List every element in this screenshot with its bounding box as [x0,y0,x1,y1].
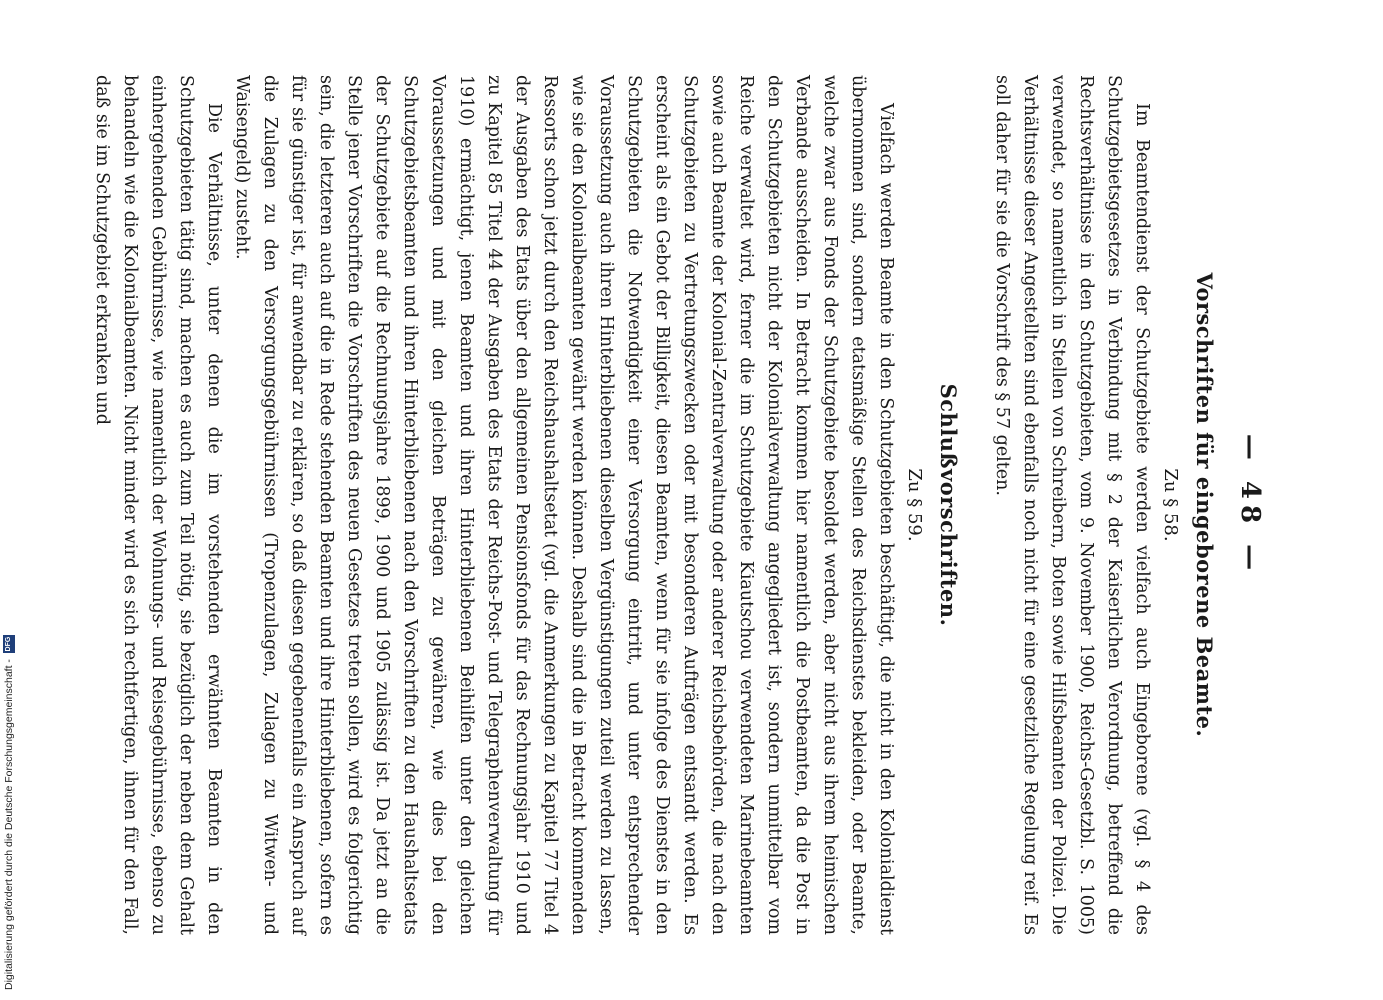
section-schlussvorschriften [88,75,962,935]
document-page [92,75,1270,935]
digitization-credit [2,590,16,990]
section-heading: Schlußvorschriften. [936,383,961,627]
section-eingeborene-beamte [988,75,1218,935]
page-number: — 48 — [1235,433,1265,577]
section-heading: Vorschriften für eingeborene Beamte. [1192,272,1217,738]
credit-text: Digitalisierung gefördert durch die Deutsche Forschungsgemeinschaft - [3,659,15,990]
section-subheading: Zu § 59. [904,468,925,542]
body-paragraph: Im Beamtendienst der Schutzgebiete werden vielfach auch Eingeborene (vgl. § 4 des Schutzgebietsgesetzes in Verbindung mit § 2 der Kaiserlichen Verordnung, betreffend die Rechtsverhältnisse in den Schutzgebieten, vom 9. November 1900, Reichs-Gesetzbl. S. 1005) verwendet, so namentlich in Stellen von Schreibern, Boten sowie Hilfsbeamten der Polizei. Die Verhältnisse dieser Angestellten sind ebenfalls noch nicht für eine gesetzliche Regelung reif. Es soll daher für sie die Vorschrift des § 57 gelten. [992,75,1152,935]
body-paragraph: Vielfach werden Beamte in den Schutzgebieten beschäftigt, die nicht in den Kolonialdienst übernommen sind, sondern etatsmäßige Stellen des Reichsdienstes bekleiden, oder Beamte, welche zwar aus Fonds der Schutzgebiete besoldet werden, aber nicht aus ihrem heimischen Verbande ausscheiden. In Betracht kommen hier namentlich die Postbeamten, da die Post in den Schutzgebieten nicht der Kolonialverwaltung angegliedert ist, sondern unmittelbar vom Reiche verwaltet wird, ferner die im Schutzgebiete Kiautschou verwendeten Marinebeamten sowie auch Beamte der Kolonial-Zentralverwaltung oder anderer Reichsbehörden, die nach den Schutzgebieten zu Vertretungszwecken oder mit besonderen Aufträgen entsandt werden. Es erscheint als ein Gebot der Billigkeit, diesen Beamten, wenn für sie infolge des Dienstes in den Schutzgebieten die Notwendigkeit einer Versorgung eintritt, und unter entsprechender Voraussetzung auch ihren Hinterbliebenen dieselben Vergünstigungen zuteil werden zu lassen, wie sie den Kolonialbeamten gewährt werden können. Deshalb sind die in Betracht kommenden Ressorts schon jetzt durch den Reichshaushaltsetat (vgl. die Anmerkungen zu Kapitel 77 Titel 4 der Ausgaben des Etats über den allgemeinen Pensionsfonds für das Rechnungsjahr 1910 und zu Kapitel 85 Titel 44 der Ausgaben des Etats der Reichs-Post- und Telegraphenverwaltung für 1910) ermächtigt, jenen Beamten und ihren Hinterbliebenen Beihilfen unter den gleichen Voraussetzungen und mit den gleichen Beträgen zu gewähren, wie dies bei den Schutzgebietsbeamten und ihren Hinterbliebenen nach den Vorschriften zu den Haushaltsetats der Schutzgebiete auf die Rechnungsjahre 1899, 1900 und 1905 zulässig ist. Da jetzt an die Stelle jener Vorschriften die Vorschriften des neuen Gesetzes treten sollen, wird es folgerichtig sein, die letzteren auch auf die in Rede stehenden Beamten und ihre Hinterbliebenen, sofern es für sie günstiger ist, für anwendbar zu erklären, so daß diesen gegebenenfalls ein Anspruch auf die Zulagen zu den Versorgungsgebührnissen (Tropenzulagen, Zulagen zu Witwen- und Waisengeld) zusteht. [232,75,896,935]
dfg-logo: DFG [3,635,15,653]
section-subheading: Zu § 58. [1160,468,1181,542]
section-divider [974,75,988,935]
body-paragraph: Die Verhältnisse, unter denen die im vorstehenden erwähnten Beamten in den Schutzgebieten tätig sind, machen es auch zum Teil nötig, sie bezüglich der neben dem Gehalt einhergehenden Gebührnisse, wie namentlich der Wohnungs- und Reisegebührnisse, ebenso zu behandeln wie die Kolonialbeamten. Nicht minder wird es sich rechtfertigen, ihnen für den Fall, daß sie im Schutzgebiet erkranken und [92,75,224,935]
